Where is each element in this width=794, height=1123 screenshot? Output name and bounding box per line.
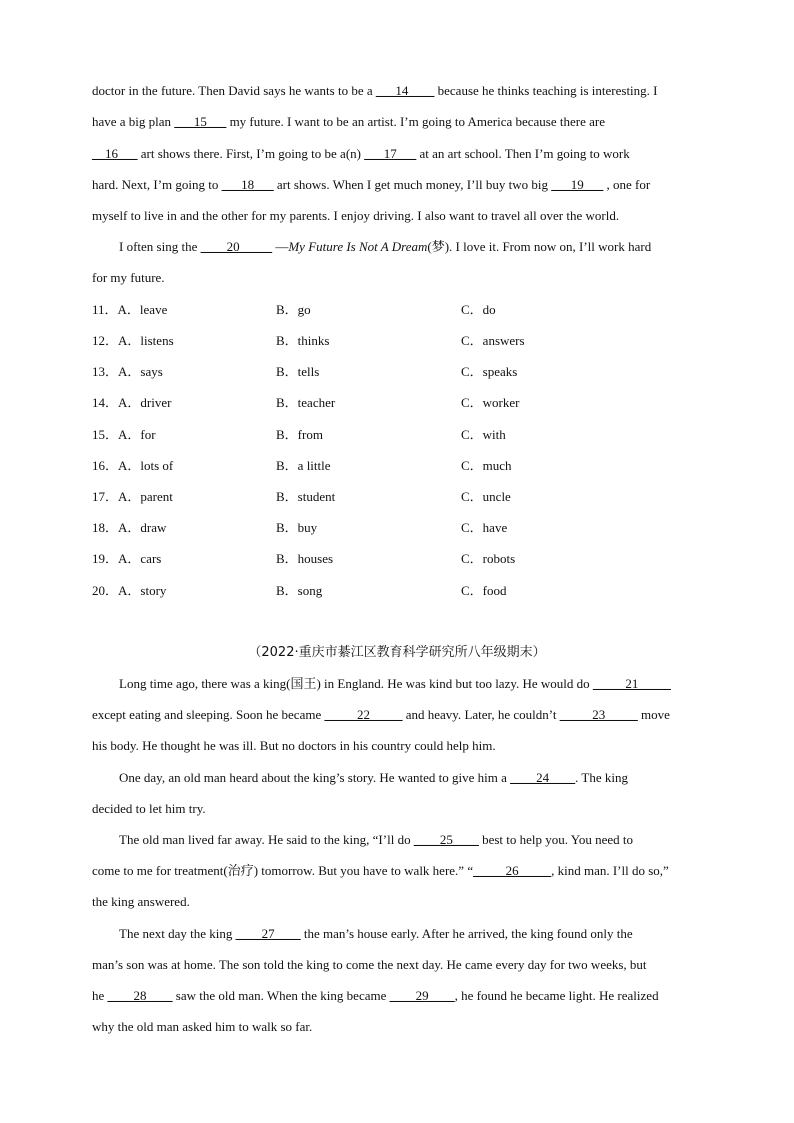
- option-c[interactable]: C．robots: [461, 551, 516, 566]
- passage-line: doctor in the future. Then David says he wants to be a ___14____ because he thinks teaching is interesting. I: [92, 83, 658, 98]
- option-c[interactable]: C．speaks: [461, 364, 518, 379]
- option-a[interactable]: A．cars: [118, 551, 162, 566]
- option-b[interactable]: B．tells: [276, 364, 320, 379]
- blank-19[interactable]: ___19___: [551, 177, 604, 192]
- option-a[interactable]: A．driver: [118, 395, 172, 410]
- blank-25[interactable]: ____25____: [413, 832, 479, 847]
- option-a[interactable]: A．leave: [117, 302, 168, 317]
- option-c[interactable]: C．with: [461, 427, 506, 442]
- passage-line: The next day the king ____27____ the man’s house early. After he arrived, the king found only the: [119, 926, 633, 941]
- option-c[interactable]: C．food: [461, 583, 507, 598]
- passage-line: hard. Next, I’m going to ___18___ art shows. When I get much money, I’ll buy two big ___19___ , one for: [92, 177, 651, 192]
- blank-29[interactable]: ____29____: [389, 988, 455, 1003]
- option-c[interactable]: C．much: [461, 458, 512, 473]
- option-c[interactable]: C．worker: [461, 395, 520, 410]
- passage-line: his body. He thought he was ill. But no doctors in his country could help him.: [92, 738, 496, 753]
- option-a[interactable]: A．parent: [118, 489, 173, 504]
- passage-line: have a big plan ___15___ my future. I want to be an artist. I’m going to America because there are: [92, 114, 605, 129]
- blank-26[interactable]: _____26_____: [473, 863, 552, 878]
- passage-line: the king answered.: [92, 894, 190, 909]
- option-b[interactable]: B．from: [276, 427, 323, 442]
- blank-17[interactable]: ___17___: [364, 146, 417, 161]
- exam-page: doctor in the future. Then David says he wants to be a ___14____ because he thinks teaching is interesting. I have a big plan ___15___ my future. I want to be an artist. I’m going to America because there are __16___ art shows there. First, I’m going to be a(n) ___17___ at an art school. Then I’m going to work hard. Next, I’m going to ___18___ art shows. When I get much money, I’ll buy two big ___19___ , one for myself to live in and the other for my parents. I enjoy driving. I also want to travel all over the world. I often sing the ____20_____ —My Future Is Not A Dream(梦). I love it. From now on, I’ll work hard for my future. 11．A．leave B．go C．do 12．A．listens B．thinks C．answers 13．A．says B．tells C．speaks 14．A．driver B．teacher C．worker 15．A．for B．from C．with 16．A．lots of B．a little C．much 17．A．parent B．student C．uncle 18．A．draw B．buy C．have 19．A．cars B．houses C．robots 20．A．story B．song C．food （2022·重庆市綦江区教育科学研究所八年级期末） Long time ago, there was a king(国王) in England. He was kind but too lazy. He would do _____21_____ except eating and sleeping. Soon he became _____22_____ and heavy. Later, he couldn’t _____23_____ move his body. He thought he was ill. But no doctors in his country could help him. One day, an old man heard about the king’s story. He wanted to give him a ____24____. The king decided to let him try. The old man lived far away. He said to the king, “I’ll do ____25____ best to help you. You need to come to me for treatment(治疗) tomorrow. But you have to walk here.” “_____26_____, kind man. I’ll do so,” the king answered. The next day the king ____27____ the man’s house early. After he arrived, the king found only the man’s son was at home. The son told the king to come the next day. He came every day for two weeks, but he ____28____ saw the old man. When the king became ____29____, he found he became light. He realized why the old man asked him to walk so far.: [0, 0, 794, 1123]
- option-c[interactable]: C．answers: [461, 333, 525, 348]
- passage-line: The old man lived far away. He said to the king, “I’ll do ____25____ best to help you. You need to: [119, 832, 634, 847]
- passage-line: except eating and sleeping. Soon he became _____22_____ and heavy. Later, he couldn’t _____23_____ move: [92, 707, 670, 722]
- blank-15[interactable]: ___15___: [174, 114, 227, 129]
- option-a[interactable]: A．story: [118, 583, 167, 598]
- passage-line: he ____28____ saw the old man. When the king became ____29____, he found he became light. He realized: [92, 988, 659, 1003]
- option-a[interactable]: A．says: [118, 364, 163, 379]
- source-heading: （2022·重庆市綦江区教育科学研究所八年级期末）: [248, 645, 546, 660]
- song-title: My Future Is Not A Dream: [288, 239, 428, 254]
- blank-14[interactable]: ___14____: [375, 83, 435, 98]
- option-b[interactable]: B．song: [276, 583, 323, 598]
- blank-21[interactable]: _____21_____: [592, 676, 671, 691]
- option-c[interactable]: C．do: [461, 302, 496, 317]
- option-c[interactable]: C．uncle: [461, 489, 511, 504]
- passage-line: Long time ago, there was a king(国王) in England. He was kind but too lazy. He would do _____21_____: [119, 676, 671, 691]
- passage-line: __16___ art shows there. First, I’m going to be a(n) ___17___ at an art school. Then I’m going to work: [92, 146, 630, 161]
- passage-line: decided to let him try.: [92, 801, 206, 816]
- option-c[interactable]: C．have: [461, 520, 508, 535]
- blank-23[interactable]: _____23_____: [559, 707, 638, 722]
- option-a[interactable]: A．draw: [118, 520, 167, 535]
- blank-24[interactable]: ____24____: [510, 770, 576, 785]
- passage-line: why the old man asked him to walk so far.: [92, 1019, 313, 1034]
- option-b[interactable]: B．buy: [276, 520, 318, 535]
- blank-18[interactable]: ___18___: [221, 177, 274, 192]
- option-b[interactable]: B．thinks: [276, 333, 330, 348]
- option-b[interactable]: B．student: [276, 489, 336, 504]
- option-b[interactable]: B．teacher: [276, 395, 336, 410]
- blank-16[interactable]: __16___: [92, 146, 138, 161]
- passage-line: for my future.: [92, 270, 165, 285]
- blank-28[interactable]: ____28____: [107, 988, 173, 1003]
- option-b[interactable]: B．go: [276, 302, 311, 317]
- blank-27[interactable]: ____27____: [235, 926, 301, 941]
- option-a[interactable]: A．lots of: [118, 458, 174, 473]
- option-b[interactable]: B．a little: [276, 458, 331, 473]
- blank-22[interactable]: _____22_____: [324, 707, 403, 722]
- passage-line: I often sing the ____20_____ —My Future Is Not A Dream(梦). I love it. From now on, I’ll work hard: [119, 239, 652, 254]
- blank-20[interactable]: ____20_____: [200, 239, 273, 254]
- passage-line: myself to live in and the other for my parents. I enjoy driving. I also want to travel all over the world.: [92, 208, 620, 223]
- option-a[interactable]: A．listens: [118, 333, 174, 348]
- passage-line: come to me for treatment(治疗) tomorrow. But you have to walk here.” “_____26_____, kind man. I’ll do so,”: [92, 863, 669, 878]
- option-a[interactable]: A．for: [118, 427, 156, 442]
- option-b[interactable]: B．houses: [276, 551, 334, 566]
- passage-line: One day, an old man heard about the king’s story. He wanted to give him a ____24____. The king: [119, 770, 628, 785]
- passage-line: man’s son was at home. The son told the king to come the next day. He came every day for two weeks, but: [92, 957, 647, 972]
